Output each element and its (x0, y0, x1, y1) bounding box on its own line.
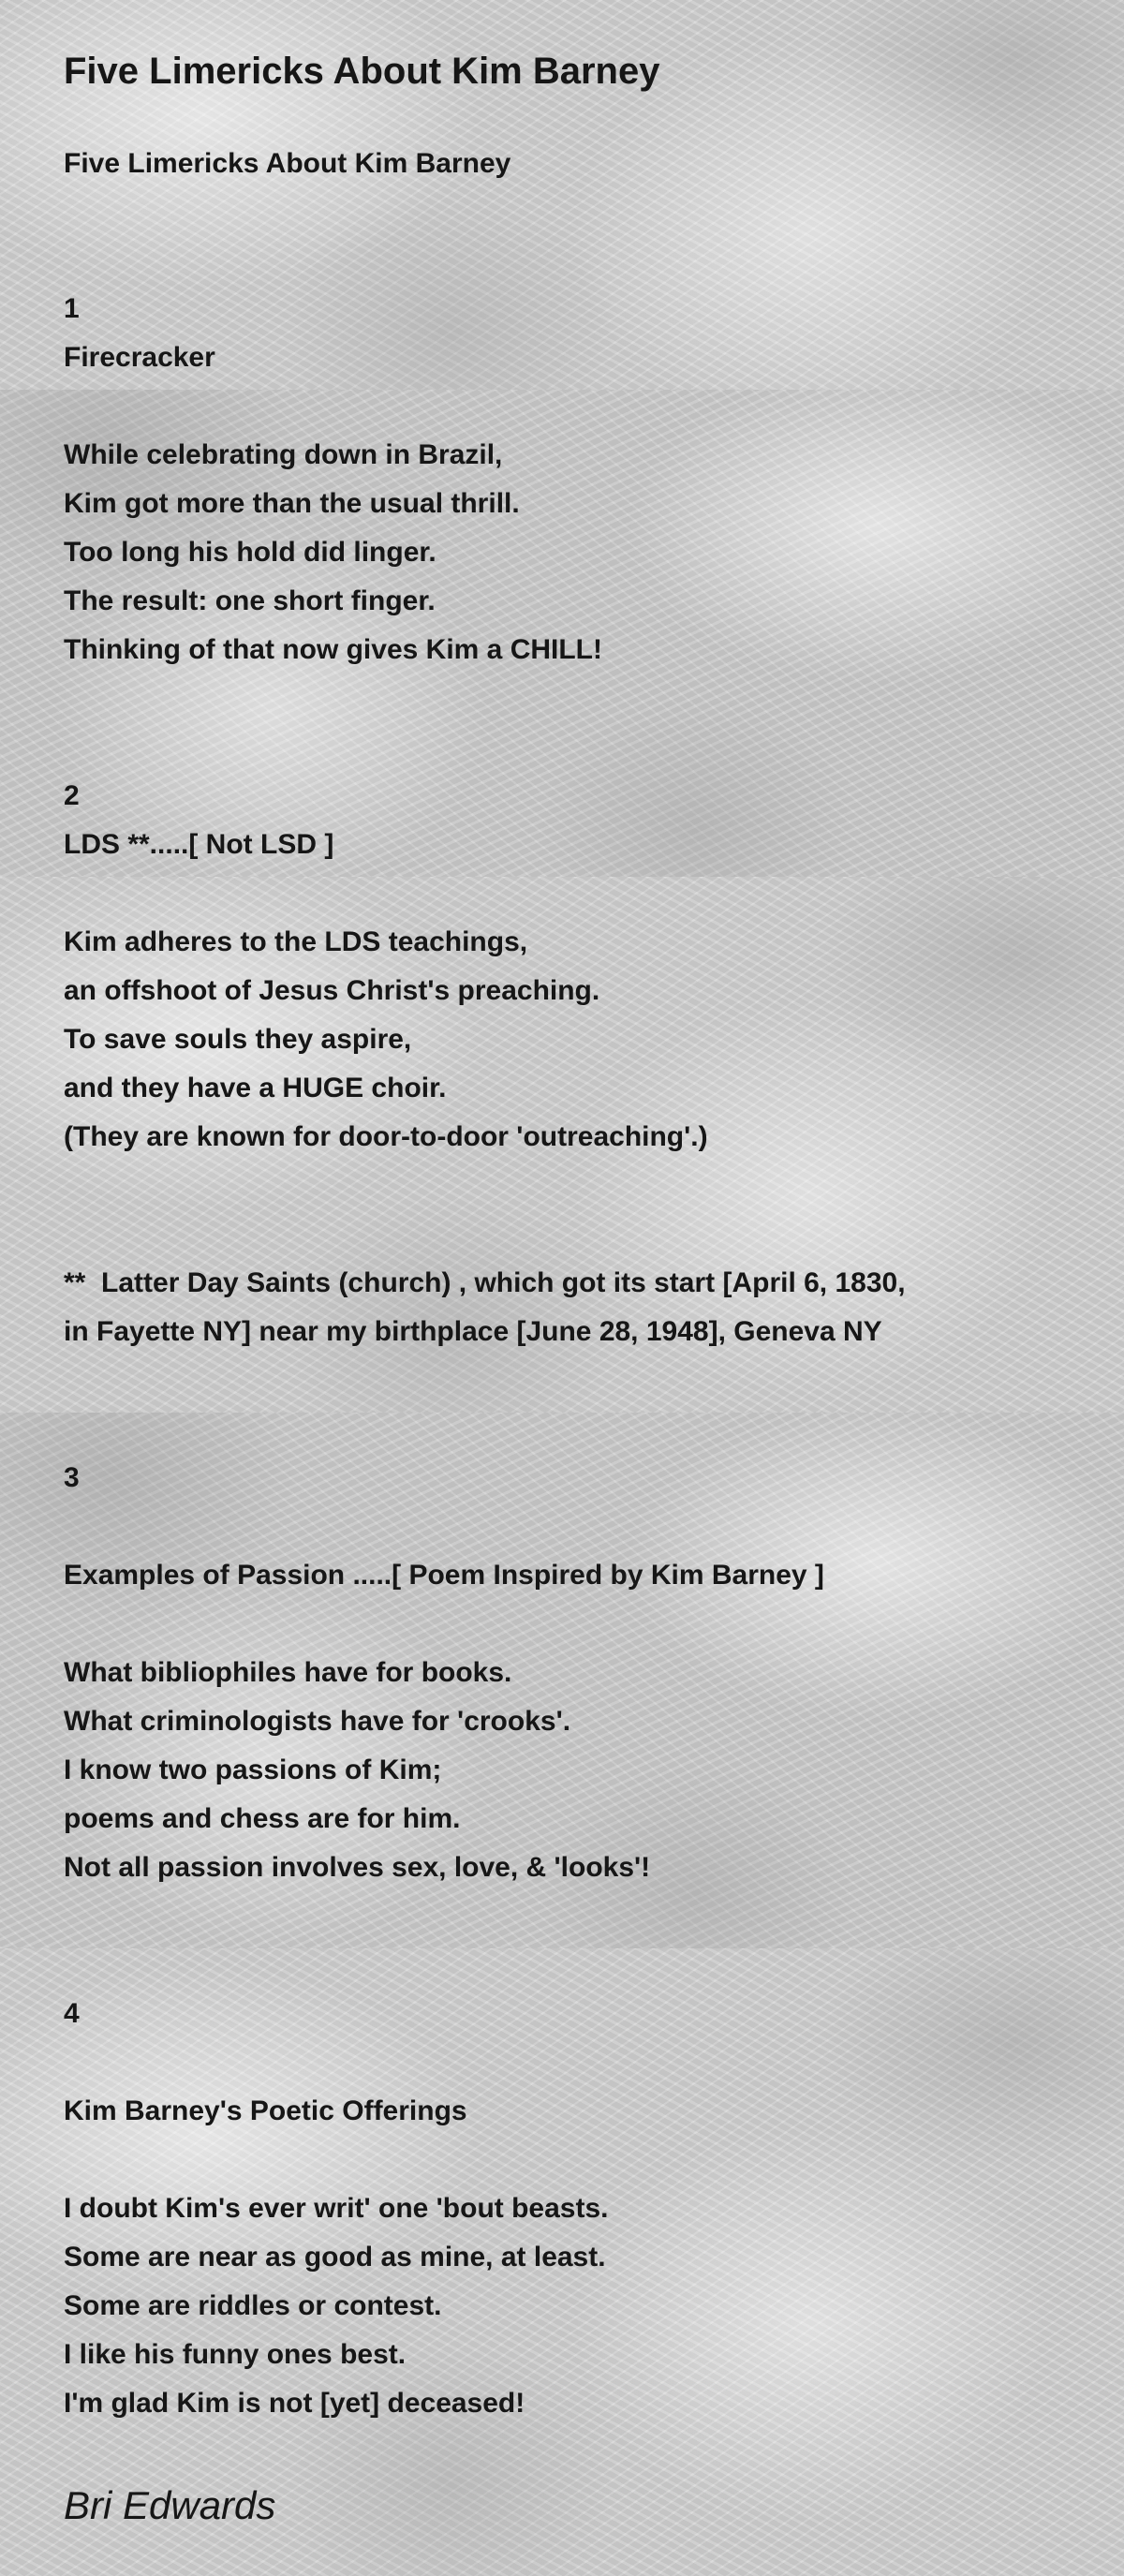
poem-line: and they have a HUGE choir. (64, 1073, 447, 1103)
footnote-line: ** Latter Day Saints (church) , which got its start [April 6, 1830, (64, 1267, 906, 1298)
poem-line: Not all passion involves sex, love, & 'looks'! (64, 1852, 651, 1883)
section-heading: Kim Barney's Poetic Offerings (64, 2095, 467, 2126)
poem-line: Kim adheres to the LDS teachings, (64, 926, 528, 957)
section-heading: Examples of Passion .....[ Poem Inspired by Kim Barney ] (64, 1560, 824, 1591)
poem-title: Five Limericks About Kim Barney (64, 51, 660, 92)
section-number: 1 (64, 293, 80, 324)
section-number: 2 (64, 780, 80, 811)
poem-line: Some are near as good as mine, at least. (64, 2242, 606, 2273)
poem-line: poems and chess are for him. (64, 1803, 461, 1834)
poem-line: Kim got more than the usual thrill. (64, 488, 520, 519)
poem-line: To save souls they aspire, (64, 1024, 412, 1055)
poem-line: While celebrating down in Brazil, (64, 439, 503, 470)
poem-line: Some are riddles or contest. (64, 2290, 442, 2321)
poem-line: I know two passions of Kim; (64, 1754, 442, 1785)
poem-line: I'm glad Kim is not [yet] deceased! (64, 2388, 525, 2419)
poem-line: I doubt Kim's ever writ' one 'bout beasts. (64, 2193, 609, 2224)
footnote-line: in Fayette NY] near my birthplace [June 28, 1948], Geneva NY (64, 1316, 882, 1347)
poem-line: (They are known for door-to-door 'outreaching'.) (64, 1121, 708, 1152)
poem-line: What bibliophiles have for books. (64, 1657, 512, 1688)
poem-line: an offshoot of Jesus Christ's preaching. (64, 975, 600, 1006)
poem-line: Thinking of that now gives Kim a CHILL! (64, 634, 602, 665)
poem-line: What criminologists have for 'crooks'. (64, 1706, 571, 1737)
author-name: Bri Edwards (64, 2483, 276, 2527)
section-number: 3 (64, 1462, 80, 1493)
poem-line: I like his funny ones best. (64, 2339, 407, 2370)
poem-line: Too long his hold did linger. (64, 537, 436, 568)
poem-line: The result: one short finger. (64, 585, 436, 616)
section-heading: LDS **.....[ Not LSD ] (64, 829, 334, 860)
poem-subtitle: Five Limericks About Kim Barney (64, 148, 511, 179)
section-heading: Firecracker (64, 342, 215, 373)
section-number: 4 (64, 1998, 80, 2029)
